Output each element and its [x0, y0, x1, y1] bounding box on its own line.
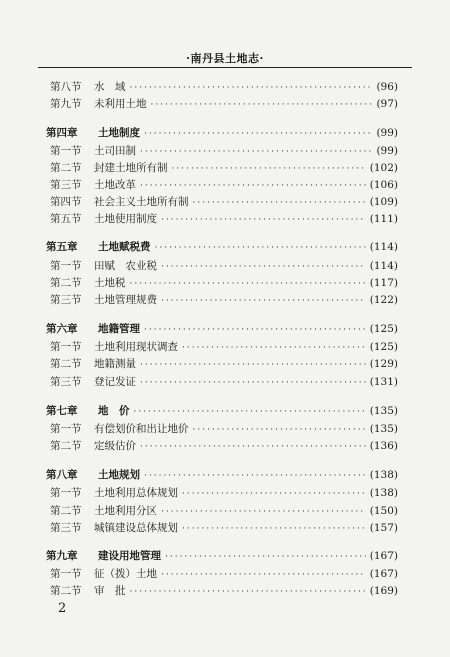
toc-section-row — [46, 143, 398, 160]
toc-entry-title: 土地利用总体规划 — [94, 487, 178, 499]
dot-leader — [161, 293, 366, 310]
toc-entry-title: 土司田制 — [94, 145, 136, 157]
toc-entry-page: (131) — [369, 376, 398, 388]
toc-chapter-row — [46, 467, 398, 484]
toc-section-row — [46, 583, 398, 600]
toc-entry-number: 第三节 — [50, 522, 82, 534]
toc-entry-number: 第二节 — [50, 505, 82, 517]
toc-entry-page: (114) — [369, 260, 398, 272]
dot-leader — [130, 584, 366, 601]
toc-entry-title: 定级估价 — [94, 440, 136, 452]
toc-entry-number: 第四节 — [50, 196, 82, 208]
toc-section-row — [46, 503, 398, 520]
toc-entry-title: 地籍管理 — [98, 323, 140, 335]
toc-entry-title: 有偿划价和出让地价 — [94, 423, 189, 435]
toc-entry-number: 第二节 — [50, 358, 82, 370]
dot-leader — [182, 340, 366, 357]
toc-section-row — [46, 485, 398, 502]
dot-leader — [151, 97, 373, 114]
toc-entry-title: 城镇建设总体规划 — [94, 522, 178, 534]
toc-entry-page: (135) — [369, 423, 398, 435]
toc-entry-page: (97) — [376, 98, 398, 110]
toc-chapter-row — [46, 321, 398, 338]
toc-entry-title: 征（拨）土地 — [94, 568, 157, 580]
toc-entry-title: 地 价 — [98, 405, 130, 417]
toc-section-row — [46, 339, 398, 356]
toc-entry-number: 第七章 — [46, 405, 78, 417]
toc-entry-title: 土地利用分区 — [94, 505, 157, 517]
toc-entry-number: 第一节 — [50, 423, 82, 435]
dot-leader — [144, 468, 366, 485]
toc-entry-number: 第三节 — [50, 294, 82, 306]
toc-entry-number: 第八章 — [46, 469, 78, 481]
running-header: ·南丹县土地志· — [186, 52, 264, 65]
toc-entry-number: 第一节 — [50, 568, 82, 580]
toc-chapter-row — [46, 403, 398, 420]
toc-entry-title: 土地使用制度 — [94, 213, 157, 225]
toc-entry-number: 第五章 — [46, 241, 78, 253]
toc-section-row — [46, 275, 398, 292]
toc-entry-title: 地籍测量 — [94, 358, 136, 370]
toc-entry-page: (136) — [369, 440, 398, 452]
toc-entry-title: 登记发证 — [94, 376, 136, 388]
toc-section-row — [46, 211, 398, 228]
toc-section-row — [46, 566, 398, 583]
toc-entry-page: (125) — [369, 323, 398, 335]
toc-entry-page: (169) — [369, 585, 398, 597]
toc-entry-title: 封建土地所有制 — [94, 162, 168, 174]
dot-leader — [130, 80, 373, 97]
dot-leader — [165, 549, 366, 566]
dot-leader — [161, 259, 366, 276]
toc-section-row — [46, 96, 398, 113]
toc-entry-number: 第二节 — [50, 162, 82, 174]
toc-entry-page: (138) — [369, 487, 398, 499]
page-number: 2 — [58, 601, 67, 616]
toc-entry-number: 第一节 — [50, 260, 82, 272]
toc-entry-page: (102) — [369, 162, 398, 174]
dot-leader — [140, 144, 372, 161]
dot-leader — [161, 567, 366, 584]
toc-chapter-row — [46, 239, 398, 256]
toc-entry-title: 建设用地管理 — [98, 550, 161, 562]
toc-entry-number: 第二节 — [50, 585, 82, 597]
toc-section-row — [46, 374, 398, 391]
toc-entry-page: (167) — [369, 568, 398, 580]
toc-entry-page: (96) — [376, 81, 398, 93]
dot-leader — [130, 276, 366, 293]
toc-entry-number: 第九节 — [50, 98, 82, 110]
toc-entry-title: 水 域 — [94, 81, 126, 93]
dot-leader — [182, 486, 366, 503]
toc-entry-page: (167) — [369, 550, 398, 562]
dot-leader — [140, 375, 366, 392]
dot-leader — [161, 504, 366, 521]
toc-entry-title: 土地税 — [94, 277, 126, 289]
toc-entry-number: 第三节 — [50, 179, 82, 191]
toc-entry-title: 审 批 — [94, 585, 126, 597]
header-rule — [38, 67, 412, 68]
toc-entry-number: 第三节 — [50, 376, 82, 388]
dot-leader — [144, 322, 366, 339]
toc-entry-page: (117) — [369, 277, 398, 289]
toc-section-row — [46, 258, 398, 275]
toc-entry-title: 田赋 农业税 — [94, 260, 157, 272]
toc-section-row — [46, 79, 398, 96]
toc-section-row — [46, 160, 398, 177]
toc-entry-title: 土地制度 — [98, 127, 140, 139]
toc-entry-page: (125) — [369, 341, 398, 353]
dot-leader — [193, 422, 366, 439]
toc-entry-number: 第九章 — [46, 550, 78, 562]
dot-leader — [193, 195, 366, 212]
toc-entry-title: 土地改革 — [94, 179, 136, 191]
toc-entry-title: 未利用土地 — [94, 98, 147, 110]
toc-chapter-row — [46, 548, 398, 565]
dot-leader — [140, 439, 366, 456]
dot-leader — [134, 404, 366, 421]
toc-entry-number: 第一节 — [50, 341, 82, 353]
toc-entry-page: (122) — [369, 294, 398, 306]
toc-entry-title: 土地利用现状调查 — [94, 341, 178, 353]
toc-section-row — [46, 421, 398, 438]
toc-entry-number: 第二节 — [50, 440, 82, 452]
dot-leader — [144, 126, 372, 143]
toc-entry-number: 第二节 — [50, 277, 82, 289]
toc-entry-number: 第八节 — [50, 81, 82, 93]
toc-entry-page: (138) — [369, 469, 398, 481]
dot-leader — [182, 521, 366, 538]
toc-section-row — [46, 177, 398, 194]
toc-entry-number: 第一节 — [50, 145, 82, 157]
toc-entry-page: (114) — [369, 241, 398, 253]
toc-chapter-row — [46, 125, 398, 142]
toc-entry-number: 第六章 — [46, 323, 78, 335]
toc-entry-page: (99) — [376, 127, 398, 139]
dot-leader — [161, 212, 366, 229]
toc-entry-title: 土地规划 — [98, 469, 140, 481]
toc-section-row — [46, 292, 398, 309]
toc-entry-title: 社会主义土地所有制 — [94, 196, 189, 208]
toc-section-row — [46, 520, 398, 537]
toc-section-row — [46, 356, 398, 373]
toc-entry-page: (150) — [369, 505, 398, 517]
toc-section-row — [46, 438, 398, 455]
dot-leader — [140, 357, 366, 374]
toc-entry-page: (109) — [369, 196, 398, 208]
toc-entry-title: 土地赋税费 — [98, 241, 151, 253]
dot-leader — [172, 161, 366, 178]
toc-entry-page: (106) — [369, 179, 398, 191]
toc-entry-number: 第五节 — [50, 213, 82, 225]
dot-leader — [155, 240, 366, 257]
toc-entry-number: 第一节 — [50, 487, 82, 499]
toc-entry-page: (99) — [376, 145, 398, 157]
toc-entry-page: (111) — [369, 213, 398, 225]
toc-entry-page: (129) — [369, 358, 398, 370]
toc-entry-title: 土地管理规费 — [94, 294, 157, 306]
toc-entry-page: (157) — [369, 522, 398, 534]
toc-entry-number: 第四章 — [46, 127, 78, 139]
dot-leader — [140, 178, 366, 195]
toc-entry-page: (135) — [369, 405, 398, 417]
toc-section-row — [46, 194, 398, 211]
